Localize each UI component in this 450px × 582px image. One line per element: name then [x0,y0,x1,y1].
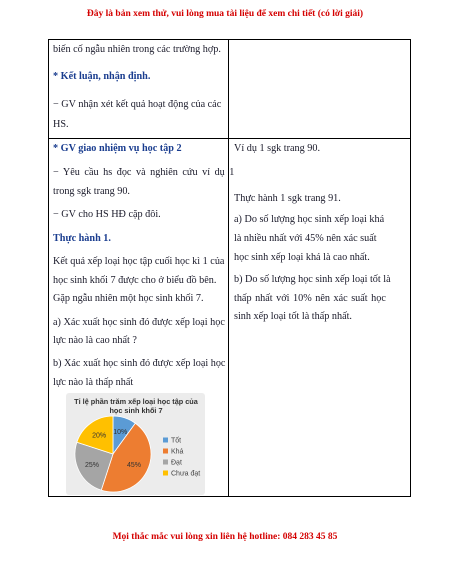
legend-label: Khá [171,448,184,456]
preview-banner: Đây là bản xem thử, vui lòng mua tài liệu để xem chi tiết (có lời giải) [86,9,364,19]
chart-title: học sinh khối 7 [109,406,163,415]
legend-swatch [163,471,168,476]
legend-swatch [163,438,168,443]
text-line: học sinh khối 7 được cho ở biểu đồ bên. [53,275,217,286]
section-heading-task2: * GV giao nhiệm vụ học tập 2 [53,143,182,154]
text-line: b) Do số lượng học sinh xếp loại tốt là [234,274,391,285]
legend-label: Tốt [171,437,182,445]
legend-label: Đạt [171,459,182,467]
chart-title: Tỉ lệ phần trăm xếp loại học tập của [74,397,198,406]
text-line: trong sgk trang 90. [53,186,130,197]
pie-data-label: 25% [85,462,100,470]
text-line: a) Do số lượng học sinh xếp loại khá [234,214,385,225]
text-line: Kết quả xếp loại học tập cuối học kì 1 của [53,256,225,267]
text-line: HS. [53,119,69,130]
text-line: học sinh xếp loại khá là cao nhất. [234,252,370,263]
pie-data-label: 10% [113,429,128,437]
pie-data-label: 20% [92,432,107,440]
text-line: Thực hành 1 sgk trang 91. [234,193,341,204]
text-line: − GV cho HS HĐ cặp đôi. [53,209,161,220]
text-line: sinh xếp loại tốt là thấp nhất. [234,311,352,322]
table-bottom-border [48,496,411,497]
table-left-border [48,39,49,497]
pie-chart [66,393,205,495]
text-line: Ví dụ 1 sgk trang 90. [234,143,321,154]
section-heading-practice1: Thực hành 1. [53,233,111,244]
text-line: lực nào là cao nhất ? [53,335,137,346]
pie-chart-svg [66,393,205,495]
section-heading-conclusion: * Kết luận, nhận định. [53,71,151,82]
text-line: − GV nhận xét kết quả hoạt động của các [53,99,222,110]
hotline-banner: Mọi thắc mắc vui lòng xin liên hệ hotline: 084 283 45 85 [112,532,338,542]
text-line: thấp nhất với 10% nên xác suất học [234,293,386,304]
text-line: b) Xác xuất học sinh đó được xếp loại học [53,358,226,369]
table-top-border [48,39,411,40]
text-line: lực nào là thấp nhất [53,377,134,388]
legend-label: Chưa đạt [171,470,201,478]
text-line: Gặp ngẫu nhiên một học sinh khối 7. [53,293,204,304]
pie-data-label: 45% [126,462,141,470]
text-line: biến cố ngẫu nhiên trong các trường hợp. [53,44,221,55]
table-right-border [410,39,411,497]
legend-swatch [163,449,168,454]
legend-swatch [163,460,168,465]
column-divider [228,39,229,497]
row-divider [48,138,411,139]
text-line: là nhiều nhất với 45% nên xác suất [234,233,377,244]
text-line: − Yêu cầu hs đọc và nghiên cứu ví dụ 1 [53,167,235,178]
text-line: a) Xác xuất học sinh đó được xếp loại học [53,317,225,328]
